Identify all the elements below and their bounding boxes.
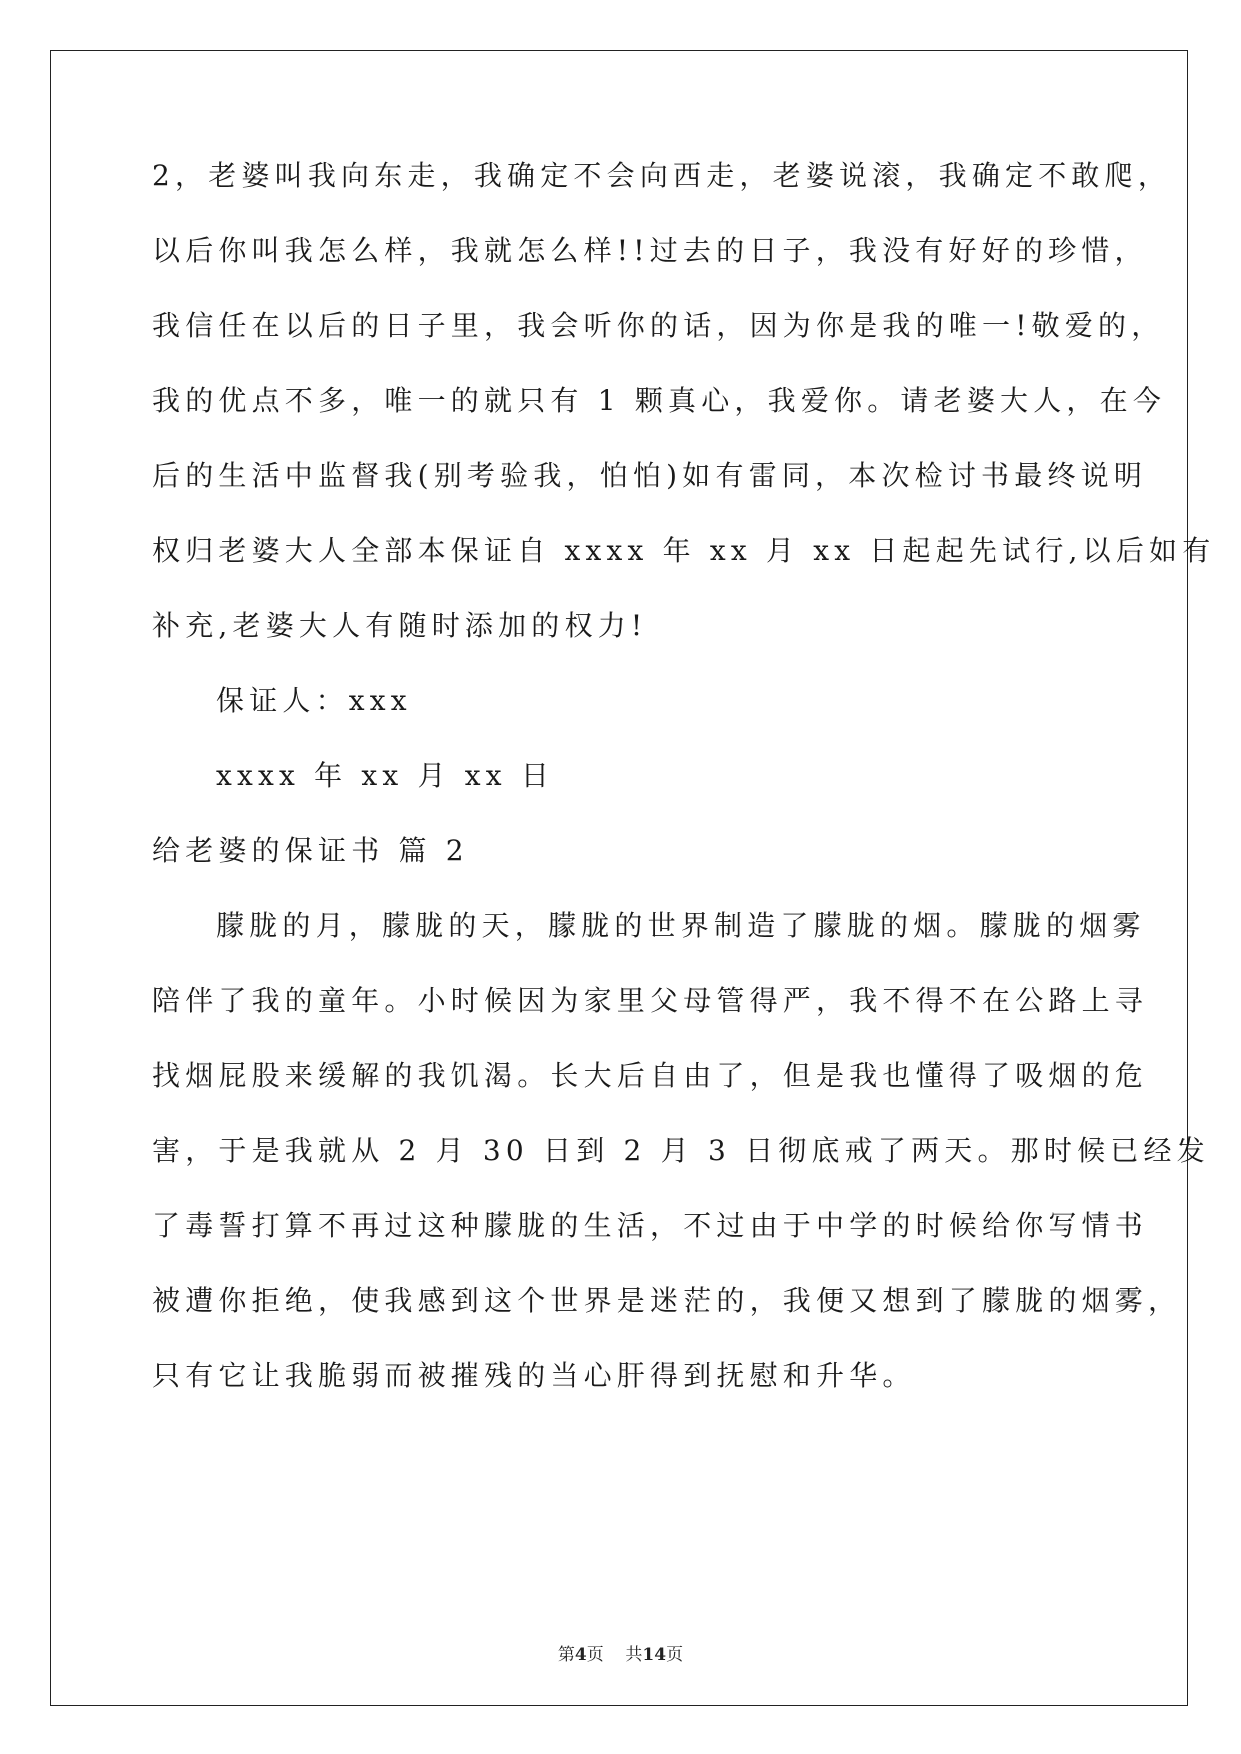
body-line-1: 2，老婆叫我向东走，我确定不会向西走，老婆说滚，我确定不敢爬， <box>152 159 1172 192</box>
document-body <box>152 159 1216 1437</box>
section-line-1: 朦胧的月，朦胧的天，朦胧的世界制造了朦胧的烟。朦胧的烟雾 <box>216 909 1146 942</box>
section-line-6: 被遭你拒绝，使我感到这个世界是迷茫的，我便又想到了朦胧的烟雾， <box>152 1284 1182 1317</box>
page-suffix: 页 <box>586 1645 604 1665</box>
body-line-7: 补充,老婆大人有随时添加的权力! <box>152 609 648 642</box>
section-line-3: 找烟屁股来缓解的我饥渴。长大后自由了，但是我也懂得了吸烟的危 <box>152 1059 1149 1092</box>
section-line-4: 害，于是我就从 2 月 30 日到 2 月 3 日彻底戒了两天。那时候已经发 <box>152 1134 1210 1167</box>
section-line-5: 了毒誓打算不再过这种朦胧的生活，不过由于中学的时候给你写情书 <box>152 1209 1149 1242</box>
total-prefix: 共 <box>625 1645 643 1665</box>
section-title: 给老婆的保证书 篇 2 <box>152 834 469 867</box>
page-number: 4 <box>574 1645 587 1665</box>
body-line-2: 以后你叫我怎么样，我就怎么样!!过去的日子，我没有好好的珍惜， <box>152 234 1148 267</box>
signature-line: 保证人：xxx <box>216 684 412 717</box>
section-line-7: 只有它让我脆弱而被摧残的当心肝得到抚慰和升华。 <box>152 1359 916 1392</box>
body-line-6: 权归老婆大人全部本保证自 xxxx 年 xx 月 xx 日起起先试行,以后如有 <box>152 534 1216 567</box>
body-line-5: 后的生活中监督我(别考验我，怕怕)如有雷同，本次检讨书最终说明 <box>152 459 1148 492</box>
page-footer <box>0 1640 1241 1665</box>
body-line-3: 我信任在以后的日子里，我会听你的话，因为你是我的唯一!敬爱的， <box>152 309 1165 342</box>
total-suffix: 页 <box>666 1645 684 1665</box>
page-prefix: 第 <box>557 1645 575 1665</box>
total-pages: 14 <box>642 1645 667 1665</box>
date-line: xxxx 年 xx 月 xx 日 <box>216 759 555 792</box>
body-line-4: 我的优点不多，唯一的就只有 1 颗真心，我爱你。请老婆大人，在今 <box>152 384 1167 417</box>
section-line-2: 陪伴了我的童年。小时候因为家里父母管得严，我不得不在公路上寻 <box>152 984 1149 1017</box>
